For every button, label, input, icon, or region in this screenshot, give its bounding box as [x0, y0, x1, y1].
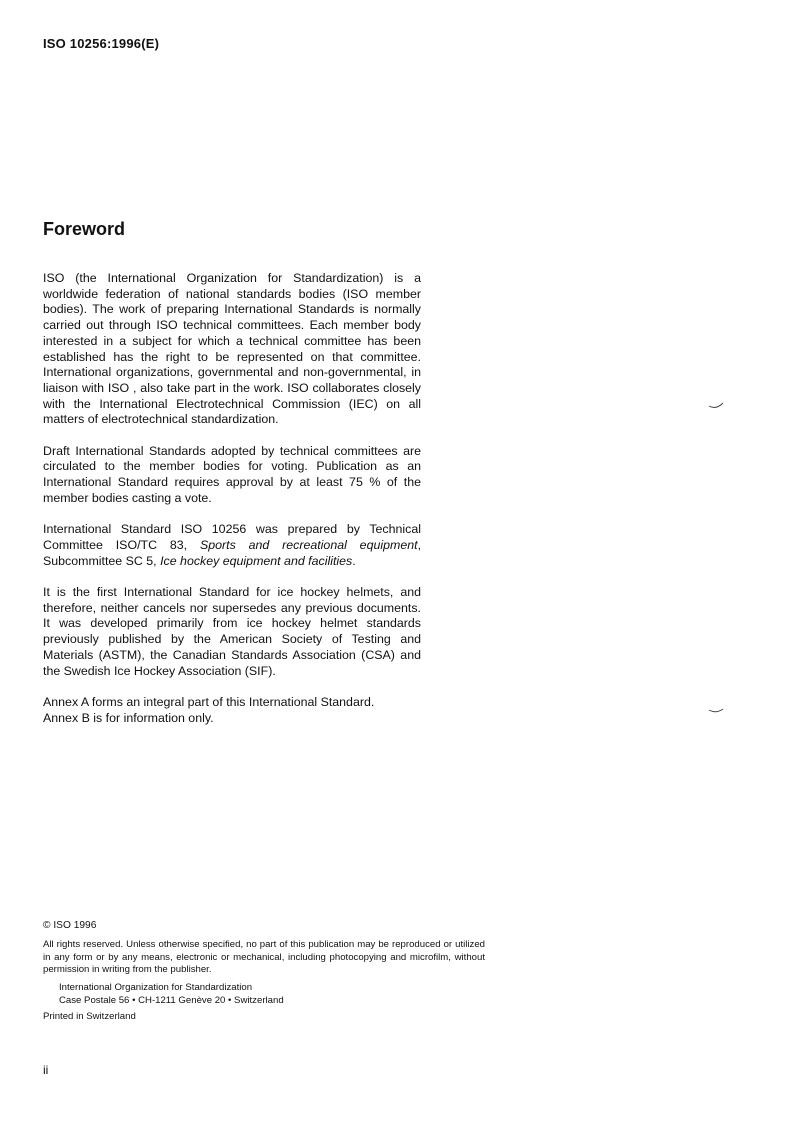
address-line-2: Case Postale 56 • CH-1211 Genève 20 • Switzerland	[59, 994, 284, 1006]
prepared-by-text-1: International Standard ISO 10256 was prepared by Technical Committee ISO/TC 83,	[43, 522, 421, 552]
page-number: ii	[43, 1063, 49, 1077]
scan-artifact-mark-2	[708, 706, 724, 714]
paragraph-annexes	[43, 695, 421, 726]
annex-b-line: Annex B is for information only.	[43, 710, 214, 725]
address-line-1: International Organization for Standardization	[59, 982, 253, 993]
publisher-address	[59, 982, 284, 1007]
paragraph-draft-standards: Draft International Standards adopted by technical committees are circulated to the member bodies for voting. Publication as an International Standard requires approval by at least 75 % of the member bodies casting a vote.	[43, 443, 421, 505]
paragraph-first-standard: It is the first International Standard for ice hockey helmets, and therefore, neither cancels nor supersedes any previous documents. It was developed primarily from ice hockey helmet standards previously published by the American Society of Testing and Materials (ASTM), the Canadian Standards Association (CSA) and the Swedish Ice Hockey Association (SIF).	[43, 585, 421, 678]
prepared-by-text-3: .	[352, 553, 356, 568]
scan-artifact-mark-1	[708, 401, 724, 409]
rights-statement: All rights reserved. Unless otherwise specified, no part of this publication may be reproduced or utilized in any form or by any means, electronic or mechanical, including photocopying and microfilm, without permission in writing from the publisher.	[43, 939, 485, 976]
prepared-by-text-2: , Subcommittee SC 5,	[43, 537, 422, 568]
annex-a-line: Annex A forms an integral part of this International Standard.	[43, 694, 375, 709]
document-id: ISO 10256:1996(E)	[43, 36, 160, 51]
foreword-body	[43, 271, 421, 742]
committee-title: Sports and recreational equipment	[199, 537, 418, 552]
foreword-heading: Foreword	[43, 219, 126, 239]
paragraph-prepared-by	[43, 522, 421, 569]
copyright-notice: © ISO 1996	[43, 920, 97, 931]
subcommittee-title: Ice hockey equipment and facilities	[160, 553, 353, 568]
printed-location: Printed in Switzerland	[43, 1011, 136, 1022]
paragraph-iso-intro: ISO (the International Organization for Standardization) is a worldwide federation of national standards bodies (ISO member bodies). The work of preparing International Standards is normally carried out through ISO technical committees. Each member body interested in a subject for which a technical committee has been established has the right to be represented on that committee. International organizations, governmental and non-governmental, in liaison with ISO , also take part in the work. ISO collaborates closely with the International Electrotechnical Commission (IEC) on all matters of electrotechnical standardization.	[43, 271, 421, 427]
